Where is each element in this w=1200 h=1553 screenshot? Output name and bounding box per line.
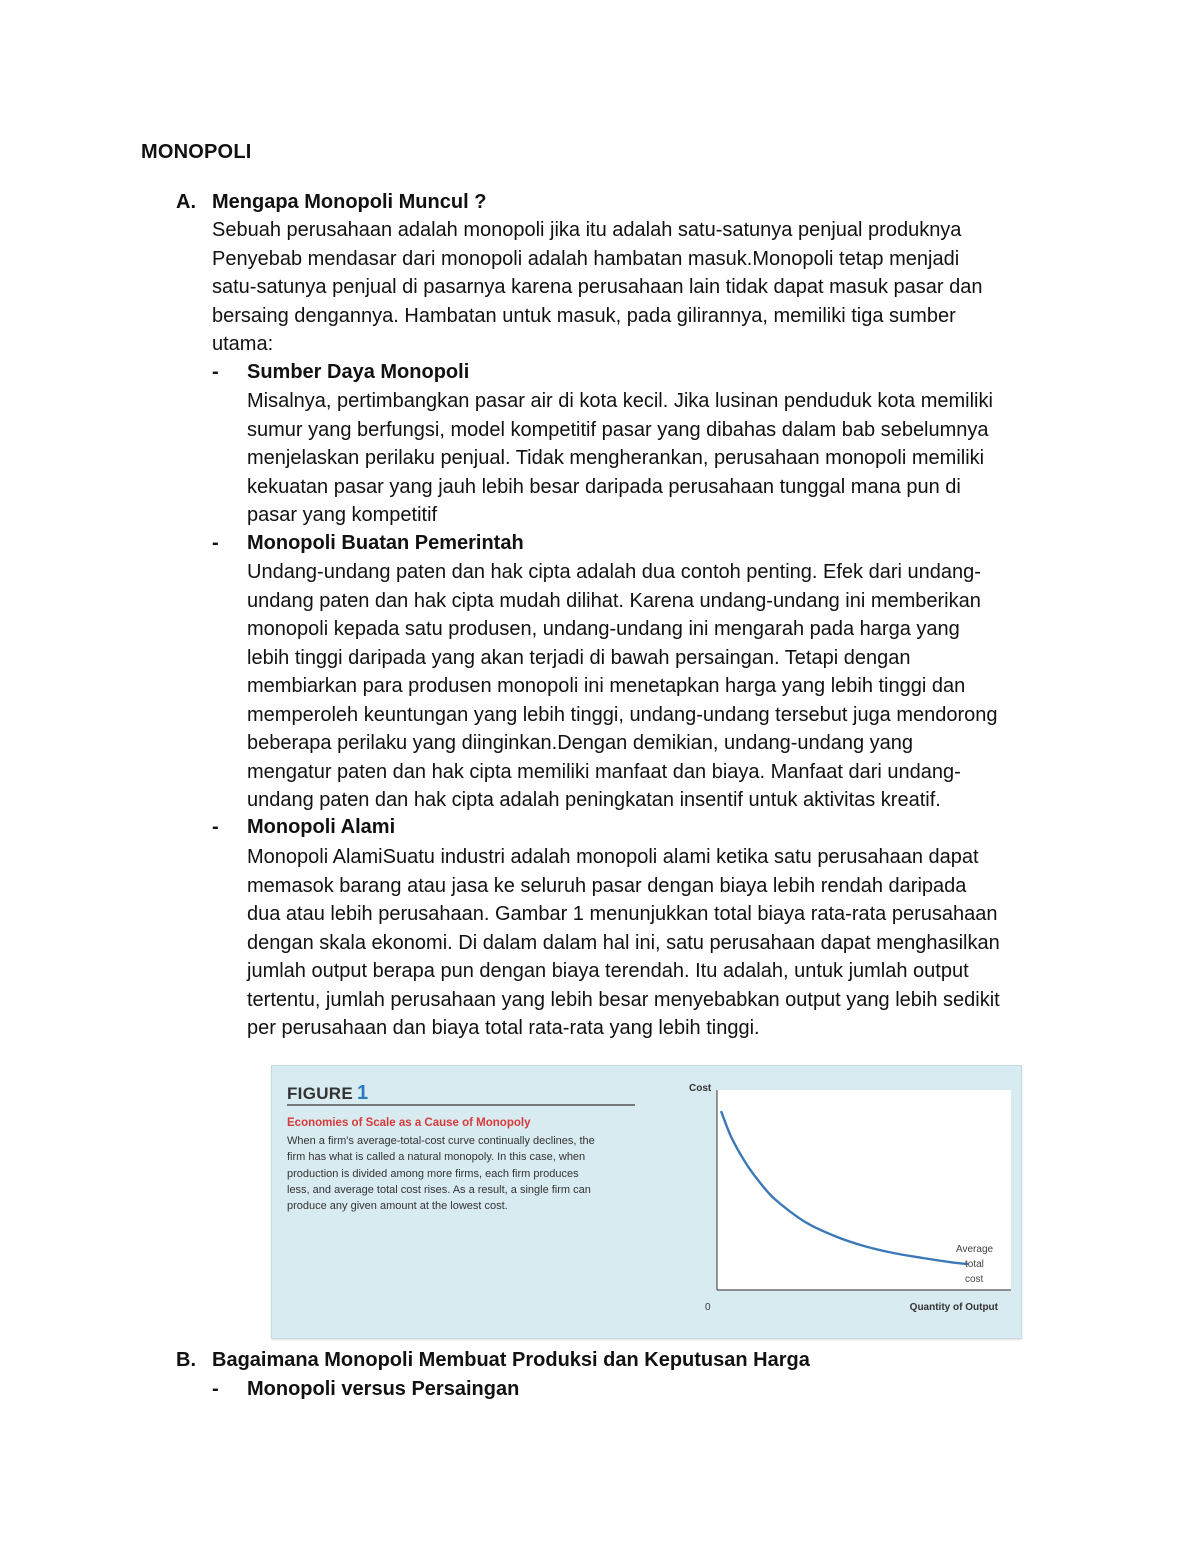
series-label-line: cost [965,1274,984,1285]
x-axis-label: Quantity of Output [909,1302,998,1313]
body-line: undang paten dan hak cipta mudah dilihat. Karena undang-undang ini memberikan [247,589,981,612]
body-line: tertentu, jumlah perusahaan yang lebih besar menyebabkan output yang lebih sedikit [247,988,1000,1011]
bullet-dash: - [212,1378,219,1400]
section-b-letter: B. [176,1349,196,1371]
body-line: pasar yang kompetitif [247,504,438,526]
y-axis-label: Cost [689,1083,712,1094]
caption-line: When a firm's average-total-cost curve continually declines, the [287,1135,595,1147]
bullet-title: Monopoli Buatan Pemerintah [247,532,524,554]
bullet-buatan-pemerintah-text [247,558,1087,815]
bullet-dash: - [212,816,219,838]
intro-line: Penyebab mendasar dari monopoli adalah hambatan masuk.Monopoli tetap menjadi [212,247,960,270]
body-line: jumlah output berapa pun dengan biaya terendah. Itu adalah, untuk jumlah output [247,960,969,982]
body-line: mengatur paten dan hak cipta memiliki manfaat dan biaya. Manfaat dari undang- [247,760,961,783]
intro-line: Sebuah perusahaan adalah monopoli jika itu adalah satu-satunya penjual produknya [212,219,962,241]
atc-chart [685,1076,1013,1316]
body-line: undang paten dan hak cipta adalah peningkatan insentif untuk aktivitas kreatif. [247,789,941,811]
caption-line: produce any given amount at the lowest cost. [287,1200,508,1213]
figure-label [287,1082,368,1105]
body-line: monopoli kepada satu produsen, undang-undang ini mengarah pada harga yang [247,618,960,640]
caption-line: production is divided among more firms, each firm produces [287,1167,579,1180]
bullet-title: Monopoli Alami [247,816,396,838]
figure-1 [271,1065,1022,1339]
body-line: dua atau lebih perusahaan. Gambar 1 menunjukkan total biaya rata-rata perusahaan [247,903,998,925]
intro-line: satu-satunya penjual di pasarnya karena perusahaan lain tidak dapat masuk pasar dan [212,276,983,298]
figure-subtitle: Economies of Scale as a Cause of Monopoly [287,1117,531,1129]
document-title: MONOPOLI [141,141,252,163]
body-line: Misalnya, pertimbangkan pasar air di kota kecil. Jika lusinan penduduk kota memiliki [247,390,993,412]
bullet-title: Monopoli versus Persaingan [247,1378,520,1400]
intro-line: utama: [212,333,274,355]
body-line: memasok barang atau jasa ke seluruh pasar dengan biaya lebih rendah daripada [247,874,967,897]
bullet-buatan-pemerintah [212,532,524,555]
section-a-title: Mengapa Monopoli Muncul ? [212,191,487,213]
bullet-monopoli-vs-persaingan [212,1378,519,1401]
body-line: sumur yang berfungsi, model kompetitif pasar yang dibahas dalam bab sebelumnya [247,418,989,441]
section-a-letter: A. [176,191,196,213]
bullet-dash: - [212,532,219,554]
body-line: lebih tinggi daripada yang akan terjadi di bawah persaingan. Tetapi dengan [247,646,911,669]
section-b-heading [176,1349,810,1372]
figure-label-text: FIGURE [287,1084,354,1103]
caption-line: less, and average total cost rises. As a result, a single firm can [287,1183,591,1196]
body-line: menjelaskan perilaku penjual. Tidak mengherankan, perusahaan monopoli memiliki [247,447,985,469]
figure-number: 1 [357,1082,369,1104]
bullet-sumber-daya [212,361,469,384]
series-label-line: Average [956,1244,994,1255]
body-line: membiarkan para produsen monopoli ini menetapkan harga yang lebih tinggi dan [247,675,966,697]
body-line: memperoleh keuntungan yang lebih tinggi, undang-undang tersebut juga mendorong [247,703,998,726]
series-label-line: total [965,1259,984,1270]
body-line: beberapa perilaku yang diinginkan.Dengan demikian, undang-undang yang [247,732,914,754]
section-a-heading [176,191,486,214]
section-b-title: Bagaimana Monopoli Membuat Produksi dan Keputusan Harga [212,1349,810,1371]
body-line: dengan skala ekonomi. Di dalam dalam hal ini, satu perusahaan dapat menghasilkan [247,931,1000,954]
body-line: Undang-undang paten dan hak cipta adalah dua contoh penting. Efek dari undang- [247,561,981,583]
figure-divider [287,1104,635,1106]
section-a-intro [212,216,1072,359]
bullet-dash: - [212,361,219,383]
intro-line: bersaing dengannya. Hambatan untuk masuk, pada gilirannya, memiliki tiga sumber [212,304,956,327]
body-line: per perusahaan dan biaya total rata-rata yang lebih tinggi. [247,1017,760,1039]
bullet-title: Sumber Daya Monopoli [247,361,470,383]
bullet-sumber-daya-text [247,387,1087,530]
origin-label: 0 [705,1302,711,1313]
body-line: Monopoli AlamiSuatu industri adalah monopoli alami ketika satu perusahaan dapat [247,846,979,868]
body-line: kekuatan pasar yang jauh lebih besar daripada perusahaan tunggal mana pun di [247,475,961,498]
figure-caption [287,1133,642,1214]
caption-line: firm has what is called a natural monopoly. In this case, when [287,1151,586,1164]
bullet-monopoli-alami [212,816,395,839]
bullet-monopoli-alami-text [247,843,1087,1043]
